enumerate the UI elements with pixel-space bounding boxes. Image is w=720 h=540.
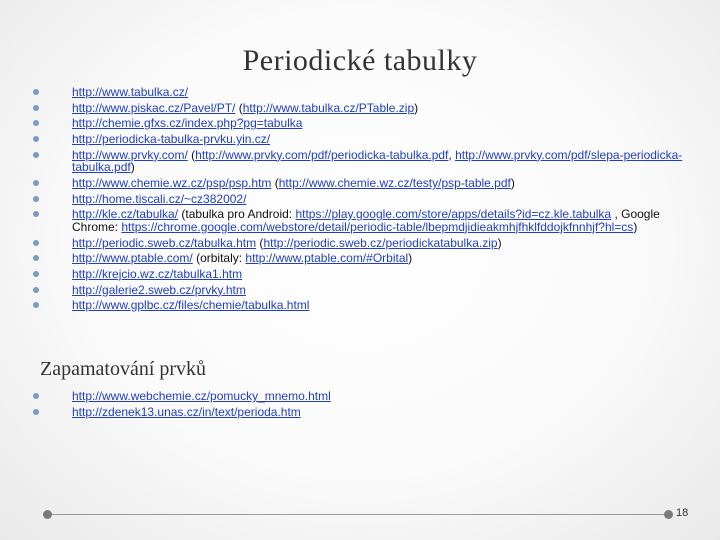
bullet-icon xyxy=(33,196,39,202)
link-note: ( xyxy=(235,100,243,115)
list-item xyxy=(30,102,700,115)
link[interactable]: http://www.prvky.com/ xyxy=(72,147,188,162)
bullet-icon xyxy=(33,287,39,293)
list-item xyxy=(30,252,700,265)
link[interactable]: http://home.tiscali.cz/~cz382002/ xyxy=(72,191,247,206)
bullet-icon xyxy=(33,255,39,261)
link[interactable]: http://galerie2.sweb.cz/prvky.htm xyxy=(72,282,246,297)
bullet-icon xyxy=(33,105,39,111)
section-subtitle: Zapamatování prvků xyxy=(40,358,207,380)
list-item xyxy=(30,149,700,174)
link[interactable]: http://periodic.sweb.cz/periodickatabulka.zip xyxy=(263,235,498,250)
bullet-icon xyxy=(33,271,39,277)
link-note: ) xyxy=(510,175,515,190)
bullet-icon xyxy=(33,393,39,399)
bullet-icon xyxy=(33,152,39,158)
link-note: ( xyxy=(271,175,279,190)
link[interactable]: http://www.ptable.com/#Orbital xyxy=(245,251,409,266)
slide-title: Periodické tabulky xyxy=(242,44,478,77)
footer-left-dot-icon xyxy=(43,510,52,519)
link[interactable]: http://www.chemie.wz.cz/testy/psp-table.pdf xyxy=(278,175,511,190)
link-note: ) xyxy=(408,251,413,266)
link[interactable]: http://chemie.gfxs.cz/index.php?pg=tabulka xyxy=(72,116,303,131)
link[interactable]: http://www.webchemie.cz/pomucky_mnemo.html xyxy=(72,389,331,403)
link[interactable]: http://periodicka-tabulka-prvku.yin.cz/ xyxy=(72,132,271,147)
bullet-icon xyxy=(33,136,39,142)
bullet-icon xyxy=(33,120,39,126)
link[interactable]: http://kle.cz/tabulka/ xyxy=(72,207,179,222)
link-note: ) xyxy=(497,235,502,250)
link[interactable]: http://www.tabulka.cz/PTable.zip xyxy=(242,100,415,115)
list-item xyxy=(30,237,700,250)
link[interactable]: http://krejcio.wz.cz/tabulka1.htm xyxy=(72,266,243,281)
link[interactable]: http://periodic.sweb.cz/tabulka.htm xyxy=(72,235,257,250)
list-item xyxy=(30,299,700,312)
bullet-icon xyxy=(33,302,39,308)
link[interactable]: http://www.gplbc.cz/files/chemie/tabulka.html xyxy=(72,298,310,313)
link-note: ) xyxy=(414,100,419,115)
link-note: , xyxy=(448,147,456,162)
link[interactable]: http://www.ptable.com/ xyxy=(72,251,193,266)
bullet-icon xyxy=(33,89,39,95)
bullet-icon xyxy=(33,409,39,415)
bullet-icon xyxy=(33,240,39,246)
list-item xyxy=(30,193,700,206)
list-item xyxy=(30,133,700,146)
link[interactable]: http://www.tabulka.cz/ xyxy=(72,85,189,99)
link-note: ( xyxy=(187,147,196,162)
link-note: ) xyxy=(130,160,135,175)
link[interactable]: https://play.google.com/store/apps/details?id=cz.kle.tabulka xyxy=(295,207,612,222)
link[interactable]: http://www.chemie.wz.cz/psp/psp.htm xyxy=(72,175,272,190)
link[interactable]: http://www.prvky.com/pdf/periodicka-tabulka.pdf xyxy=(195,147,449,162)
link-note: (orbitaly: xyxy=(192,251,246,266)
link[interactable]: http://www.prvky.com/pdf/slepa-periodicka-tabulka.pdf xyxy=(72,147,683,175)
footer-right-dot-icon xyxy=(664,510,673,519)
list-item xyxy=(30,284,700,297)
link-note: ( xyxy=(256,235,264,250)
list-item xyxy=(30,390,700,403)
link-note: (tabulka pro Android: xyxy=(178,207,296,222)
list-item xyxy=(30,86,700,99)
bullet-icon xyxy=(33,180,39,186)
link-note: ) xyxy=(633,219,638,234)
page-number: 18 xyxy=(676,507,689,519)
footer-divider xyxy=(47,514,671,515)
bullet-icon xyxy=(33,211,39,217)
list-item xyxy=(30,208,700,233)
list-item xyxy=(30,268,700,281)
mnemonic-link-list xyxy=(30,390,700,422)
link[interactable]: http://zdenek13.unas.cz/in/text/perioda.htm xyxy=(72,405,301,419)
list-item xyxy=(30,177,700,190)
link-list xyxy=(30,86,700,315)
list-item xyxy=(30,117,700,130)
link[interactable]: http://www.piskac.cz/Pavel/PT/ xyxy=(72,100,236,115)
link-note: , Google Chrome: xyxy=(72,207,660,234)
list-item xyxy=(30,406,700,419)
link[interactable]: https://chrome.google.com/webstore/detail/periodic-table/lbepmdjidieakmhjfhklfddojkfnnhjf?hl=cs xyxy=(121,219,634,234)
